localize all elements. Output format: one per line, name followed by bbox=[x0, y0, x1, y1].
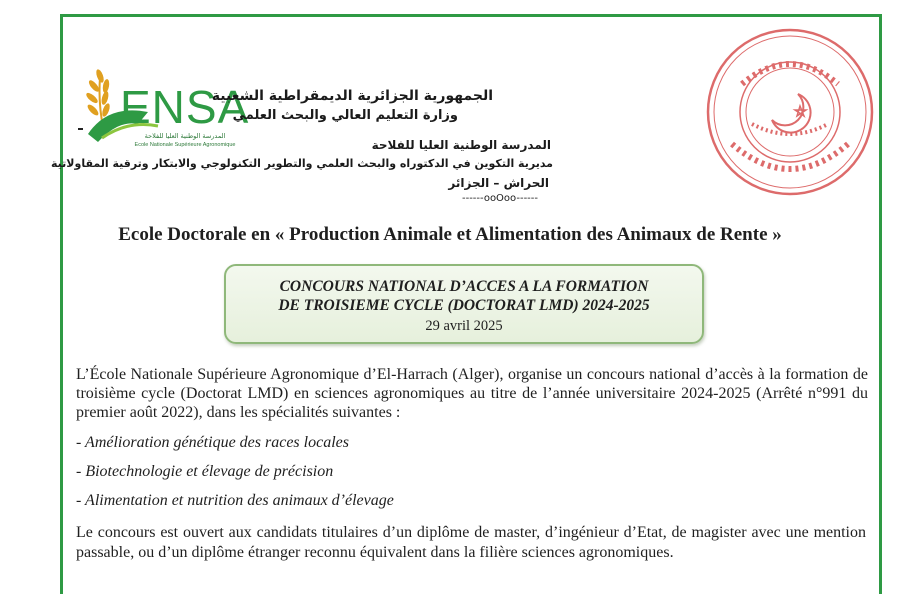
header-school: المدرسة الوطنية العليا للفلاحة bbox=[371, 138, 551, 152]
logo-subtitle-fr: Ecole Nationale Supérieure Agronomique bbox=[134, 142, 236, 148]
concours-date: 29 avril 2025 bbox=[425, 318, 503, 334]
doctoral-school-title: Ecole Doctorale en « Production Animale et Alimentation des Animaux de Rente » bbox=[118, 224, 782, 245]
logo-name: ENSA bbox=[120, 81, 250, 133]
specialty-item: - Alimentation et nutrition des animaux d’élevage bbox=[76, 492, 394, 509]
header-republic: الجمهورية الجزائرية الديمقراطية الشعبية bbox=[211, 88, 493, 104]
eligibility-paragraph: Le concours est ouvert aux candidats titulaires d’un diplôme de master, d’ingénieur d’Etat, de magister avec une mention passable, ou d’un diplôme étranger reconnu équivalent dans la filière sciences agronomiques. bbox=[76, 524, 866, 561]
header-directorate: مديرية التكوين في الدكتوراه والبحث العلمي والتطوير التكنولوجي والابتكار وترقية المقاولاتية bbox=[51, 157, 553, 170]
header-location: الحراش – الجزائر bbox=[448, 176, 549, 190]
header-separator: ------ooOoo------ bbox=[461, 193, 538, 204]
official-stamp-icon bbox=[702, 24, 878, 200]
margin-mark bbox=[78, 128, 83, 130]
logo-subtitle-ar: المدرسة الوطنية العليا للفلاحة bbox=[144, 132, 226, 140]
concours-title-line2: DE TROISIEME CYCLE (DOCTORAT LMD) 2024-2025 bbox=[278, 297, 650, 314]
concours-title-line1: CONCOURS NATIONAL D’ACCES A LA FORMATION bbox=[279, 278, 649, 295]
specialty-item: - Amélioration génétique des races locales bbox=[76, 434, 349, 451]
header-ministry: وزارة التعليم العالي والبحث العلمي bbox=[232, 108, 458, 123]
specialty-item: - Biotechnologie et élevage de précision bbox=[76, 463, 334, 480]
intro-paragraph: L’École Nationale Supérieure Agronomique d’El-Harrach (Alger), organise un concours national d’accès à la formation de troisième cycle (Doctorat LMD) en sciences agronomiques au titre de l’année universitaire 2024-2025 (Arrêté n°991 du premier août 2022), dans les spécialités suivantes : bbox=[76, 366, 868, 421]
